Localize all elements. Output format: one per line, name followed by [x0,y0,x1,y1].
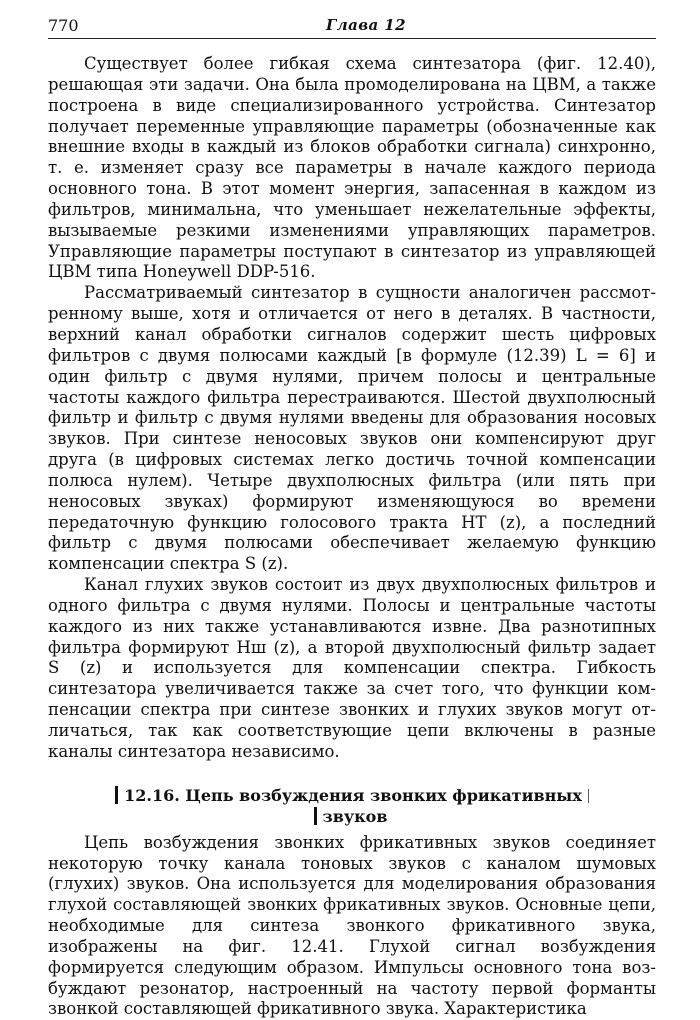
section-title-line-2: звуков [322,806,388,826]
section-marker-bar-2 [314,807,317,825]
paragraph-4: Цепь возбуждения звонких фрикативных звуков соединяет некоторую точку канала тоновых звуков с каналом шумовых (глухих) звуков. Она используется для моделирования образования глухой составляющей звонких фрикативных звуков. Основные цепи, необходимые для синтеза звонкого фрикативного звука, изображены на фиг. 12.41. Глухой сигнал возбуждения формируется следующим образом. Импульсы основного тона возбуждают резонатор, настроенный на частоту первой форманты звонкой составляющей фрикативного звука. Характеристика [48,832,656,1019]
paragraph-1: Существует более гибкая схема синтезатора (фиг. 12.40), решающая эти задачи. Она была промоделирована на ЦВМ, а также построена в виде специализированного устройства. Синтезатор получает переменные управляющие параметры (обозначенные как внешние входы в каждый из блоков обработки сигнала) синхронно, т. е. изменяет сразу все параметры в начале каждого периода основного тона. В этот момент энергия, запасенная в каждом из фильтров, минимальна, что уменьшает нежелательные эффекты, вызываемые резкими изменениями управляющих параметров. Управляющие параметры поступают в синтезатор из управляющей ЦВМ типа Honeywell DDP-516. [48,54,656,282]
section-heading-line-1 [48,785,656,806]
section-heading-line-2 [45,806,656,827]
page-number: 770 [48,16,79,35]
page-body [48,54,656,1020]
section-marker-bar [115,786,118,804]
paragraph-3: Канал глухих звуков состоит из двух двухполюсных фильтров и одного фильтра с двумя нулями. Полосы и центральные частоты каждого из них также устанавливаются извне. Два разнотипных фильтра формируют Hш (z), а второй двухполюсный фильтр задает S (z) и используется для компенсации спектра. Гибкость синтезатора увеличивается также за счет того, что функции компенсации спектра при синтезе звонких и глухих звуков могут отличаться, так как соответствующие цепи включены в разные каналы синтезатора независимо. [48,575,656,761]
book-page [48,12,656,1019]
chapter-running-head: Глава 12 [326,16,406,34]
section-title-line-1: 12.16. Цепь возбуждения звонких фрикативных [124,785,582,805]
section-heading [48,785,656,827]
section-marker-thin [588,789,589,803]
paragraph-2: Рассматриваемый синтезатор в сущности аналогичен рассмотренному выше, хотя и отличается от него в деталях. В частности, верхний канал обработки сигналов содержит шесть цифровых фильтров с двумя полюсами каждый [в формуле (12.39) L = 6] и один фильтр с двумя нулями, причем полосы и центральные частоты каждого фильтра перестраиваются. Шестой двухполюсный фильтр и фильтр с двумя нулями введены для образования носовых звуков. При синтезе неносовых звуков они компенсируют друг друга (в цифровых системах легко достичь точной компенсации полюса нулем). Четыре двухполюсных фильтра (или пять при неносовых звуках) формируют изменяющуюся во времени передаточную функцию голосового тракта HT (z), а последний фильтр с двумя полюсами обеспечивает желаемую функцию компенсации спектра S (z). [48,283,656,574]
page-header [48,12,656,39]
